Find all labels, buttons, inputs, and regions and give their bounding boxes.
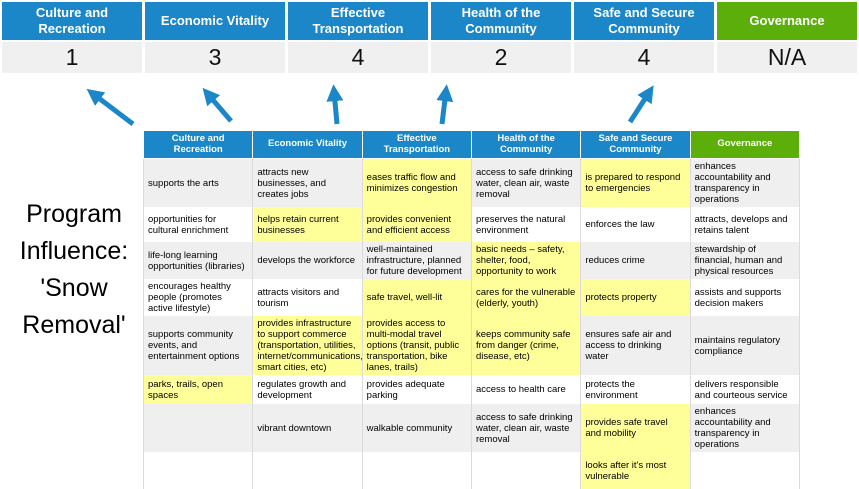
matrix-cell: protects the environment	[581, 375, 690, 404]
matrix-cell: supports the arts	[144, 159, 253, 208]
matrix-cell: attracts visitors and tourism	[253, 279, 362, 316]
program-caption-line: Removal'	[22, 311, 126, 339]
arrow-icon	[630, 91, 650, 122]
matrix-cell: encourages healthy people (promotes active lifestyle)	[144, 279, 253, 316]
scoreboard-header: Economic Vitality	[145, 2, 285, 40]
matrix-cell: looks after it's most vulnerable	[581, 452, 690, 489]
matrix-cell: provides safe travel and mobility	[581, 404, 690, 452]
scoreboard-header: Governance	[717, 2, 857, 40]
matrix-cell: assists and supports decision makers	[690, 279, 799, 316]
matrix-cell	[362, 452, 471, 489]
matrix-cell: provides convenient and efficient access	[362, 207, 471, 242]
scoreboard-header: Health of the Community	[431, 2, 571, 40]
matrix-cell: attracts new businesses, and creates jobs	[253, 159, 362, 208]
matrix-cell: access to safe drinking water, clean air, waste removal	[471, 404, 580, 452]
matrix-cell: basic needs – safety, shelter, food, opportunity to work	[471, 242, 580, 279]
arrow-icon	[207, 93, 231, 121]
matrix-cell	[144, 452, 253, 489]
matrix-cell: preserves the natural environment	[471, 207, 580, 242]
matrix-cell: cares for the vulnerable (elderly, youth)	[471, 279, 580, 316]
matrix-cell: walkable community	[362, 404, 471, 452]
matrix-cell: is prepared to respond to emergencies	[581, 159, 690, 208]
scoreboard	[2, 2, 857, 73]
scoreboard-score: N/A	[717, 42, 857, 73]
matrix-cell	[253, 452, 362, 489]
program-caption-line: Program	[26, 200, 122, 228]
program-caption-line: 'Snow	[40, 274, 108, 302]
matrix-cell: maintains regulatory compliance	[690, 316, 799, 375]
matrix-cell: safe travel, well-lit	[362, 279, 471, 316]
matrix-cell	[144, 404, 253, 452]
matrix-cell: access to safe drinking water, clean air, waste removal	[471, 159, 580, 208]
scoreboard-score: 2	[431, 42, 571, 73]
influence-matrix	[143, 130, 800, 489]
matrix-cell: vibrant downtown	[253, 404, 362, 452]
matrix-cell: provides infrastructure to support commerce (transportation, utilities, internet/communications, smart cities, etc)	[253, 316, 362, 375]
matrix-header: Economic Vitality	[253, 131, 362, 159]
matrix-header: Governance	[690, 131, 799, 159]
program-caption-line: Influence:	[19, 237, 129, 265]
scoreboard-score: 4	[574, 42, 714, 73]
matrix-header: Safe and Secure Community	[581, 131, 690, 159]
matrix-cell: parks, trails, open spaces	[144, 375, 253, 404]
matrix-cell: delivers responsible and courteous service	[690, 375, 799, 404]
matrix-cell: enhances accountability and transparency in operations	[690, 404, 799, 452]
matrix-header: Effective Transportation	[362, 131, 471, 159]
matrix-cell: ensures safe air and access to drinking water	[581, 316, 690, 375]
arrow-icon	[442, 91, 446, 124]
matrix-cell: keeps community safe from danger (crime, disease, etc)	[471, 316, 580, 375]
scoreboard-header: Culture and Recreation	[2, 2, 142, 40]
matrix-header: Culture and Recreation	[144, 131, 253, 159]
matrix-cell: provides adequate parking	[362, 375, 471, 404]
matrix-cell: access to health care	[471, 375, 580, 404]
scoreboard-score: 3	[145, 42, 285, 73]
scoreboard-score: 4	[288, 42, 428, 73]
matrix-cell: develops the workforce	[253, 242, 362, 279]
matrix-cell: reduces crime	[581, 242, 690, 279]
matrix-cell: opportunities for cultural enrichment	[144, 207, 253, 242]
matrix-cell: attracts, develops and retains talent	[690, 207, 799, 242]
matrix-cell: eases traffic flow and minimizes congestion	[362, 159, 471, 208]
arrow-icon	[334, 91, 337, 124]
matrix-cell: well-maintained infrastructure, planned for future development	[362, 242, 471, 279]
matrix-cell: stewardship of financial, human and physical resources	[690, 242, 799, 279]
matrix-cell: protects property	[581, 279, 690, 316]
matrix-cell: enhances accountability and transparency in operations	[690, 159, 799, 208]
matrix-cell: life-long learning opportunities (libraries)	[144, 242, 253, 279]
scoreboard-header: Safe and Secure Community	[574, 2, 714, 40]
matrix-cell	[471, 452, 580, 489]
matrix-cell: enforces the law	[581, 207, 690, 242]
matrix-cell: supports community events, and entertainment options	[144, 316, 253, 375]
program-caption	[0, 196, 148, 344]
scoreboard-score: 1	[2, 42, 142, 73]
arrow-icon	[92, 93, 133, 124]
matrix-cell: helps retain current businesses	[253, 207, 362, 242]
matrix-header: Health of the Community	[471, 131, 580, 159]
matrix-cell: provides access to multi-modal travel options (transit, public transportation, bike lanes, trails)	[362, 316, 471, 375]
matrix-cell	[690, 452, 799, 489]
scoreboard-header: Effective Transportation	[288, 2, 428, 40]
matrix-cell: regulates growth and development	[253, 375, 362, 404]
